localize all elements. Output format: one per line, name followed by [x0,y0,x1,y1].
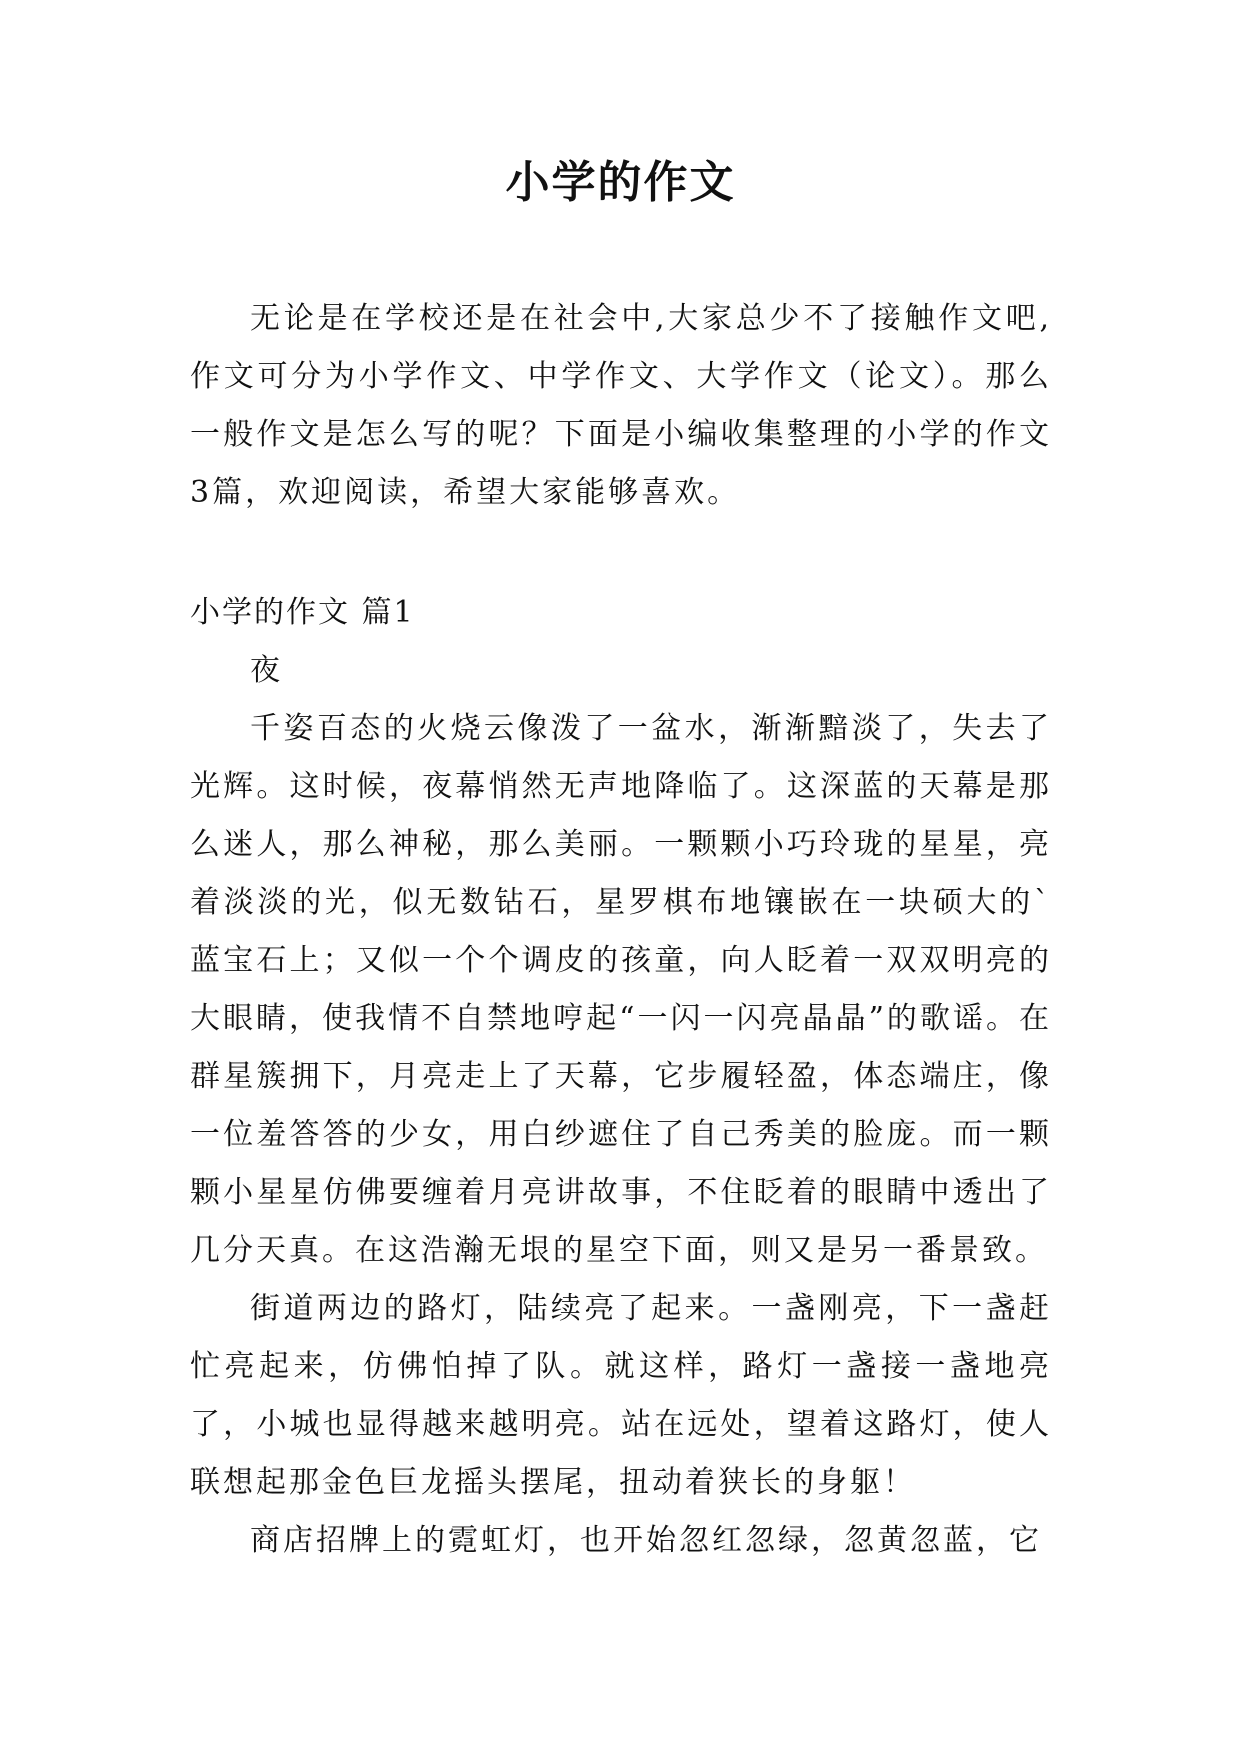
essay-title: 夜 [250,653,280,688]
document-title: 小学的作文 [505,157,736,208]
section-heading: 小学的作文 篇1 [190,595,415,630]
body-paragraph: 千姿百态的火烧云像泼了一盆水，渐渐黯淡了，失去了光辉。这时候，夜幕悄然无声地降临了。这深蓝的天幕是那么迷人，那么神秘，那么美丽。一颗颗小巧玲珑的星星，亮着淡淡的光，似无数钻石，星罗棋布地镶嵌在一块硕大的`蓝宝石上；又似一个个调皮的孩童，向人眨着一双双明亮的大眼睛，使我情不自禁地哼起“一闪一闪亮晶晶”的歌谣。在群星簇拥下，月亮走上了天幕，它步履轻盈，体态端庄，像一位羞答答的少女，用白纱遮住了自己秀美的脸庞。而一颗颗小星星仿佛要缠着月亮讲故事，不住眨着的眼睛中透出了几分天真。在这浩瀚无垠的星空下面，则又是另一番景致。 [190,711,1052,1268]
body-paragraph: 商店招牌上的霓虹灯，也开始忽红忽绿，忽黄忽蓝，它 [250,1523,1042,1558]
intro-paragraph: 无论是在学校还是在社会中,大家总少不了接触作文吧,作文可分为小学作文、中学作文、大学作文（论文）。那么一般作文是怎么写的呢？下面是小编收集整理的小学的作文3篇，欢迎阅读，希望大家能够喜欢。 [190,301,1052,510]
body-paragraph: 街道两边的路灯，陆续亮了起来。一盏刚亮，下一盏赶忙亮起来，仿佛怕掉了队。就这样，路灯一盏接一盏地亮了，小城也显得越来越明亮。站在远处，望着这路灯，使人联想起那金色巨龙摇头摆尾，扭动着狭长的身躯！ [190,1291,1052,1500]
document-body [190,290,1052,1570]
